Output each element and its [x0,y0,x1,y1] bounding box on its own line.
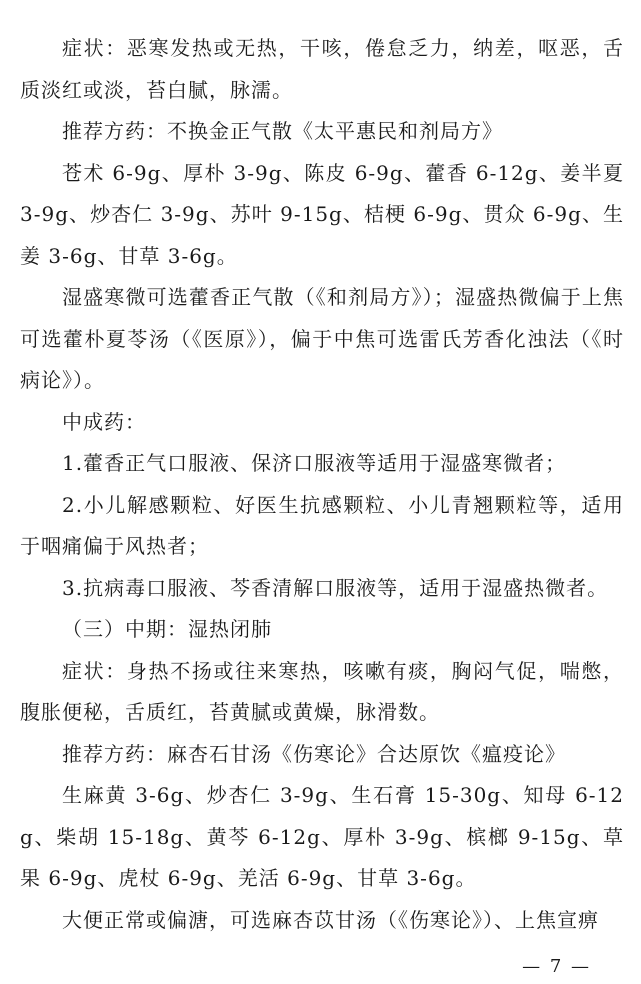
stool-condition-note: 大便正常或偏溏，可选麻杏苡甘汤（《伤寒论》）、上焦宣痹 [62,907,599,932]
section-heading-middle-stage: （三）中期：湿热闭肺 [62,617,272,641]
alternative-formula-note: 湿盛寒微可选藿香正气散（《和剂局方》）；湿盛热微偏于上焦可选藿朴夏苓汤（《医原》），偏于中焦可选雷氏芳香化浊法（《时病论》）。 [20,285,624,392]
document-body [20,28,624,941]
patent-medicine-item-1: 1.藿香正气口服液、保济口服液等适用于湿盛寒微者； [62,451,567,475]
patent-medicine-item-2: 2.小儿解感颗粒、好医生抗感颗粒、小儿青翘颗粒等，适用于咽痛偏于风热者； [20,492,624,558]
symptom-paragraph-early: 症状：恶寒发热或无热，干咳，倦怠乏力，纳差，呕恶，舌质淡红或淡，苔白腻，脉濡。 [20,36,624,102]
page-number: — 7 — [522,956,591,977]
patent-medicine-heading: 中成药： [62,409,146,434]
symptom-paragraph-middle: 症状：身热不扬或往来寒热，咳嗽有痰，胸闷气促，喘憋，腹胀便秘，舌质红，苔黄腻或黄燥，脉滑数。 [20,658,624,724]
patent-medicine-item-3: 3.抗病毒口服液、芩香清解口服液等，适用于湿盛热微者。 [62,575,609,600]
recommended-formula-middle: 推荐方药：麻杏石甘汤《伤寒论》合达原饮《瘟疫论》 [62,741,566,766]
herb-list-middle: 生麻黄 3-6g、炒杏仁 3-9g、生石膏 15-30g、知母 6-12g、柴胡 15-18g、黄芩 6-12g、厚朴 3-9g、槟榔 9-15g、草果 6-9g、虎杖 6-9g、羌活 6-9g、甘草 3-6g。 [20,783,624,890]
recommended-formula-early: 推荐方药：不换金正气散《太平惠民和剂局方》 [62,119,503,143]
herb-list-early: 苍术 6-9g、厚朴 3-9g、陈皮 6-9g、藿香 6-12g、姜半夏 3-9g、炒杏仁 3-9g、苏叶 9-15g、桔梗 6-9g、贯众 6-9g、生姜 3-6g、甘草 3-6g。 [20,160,624,268]
